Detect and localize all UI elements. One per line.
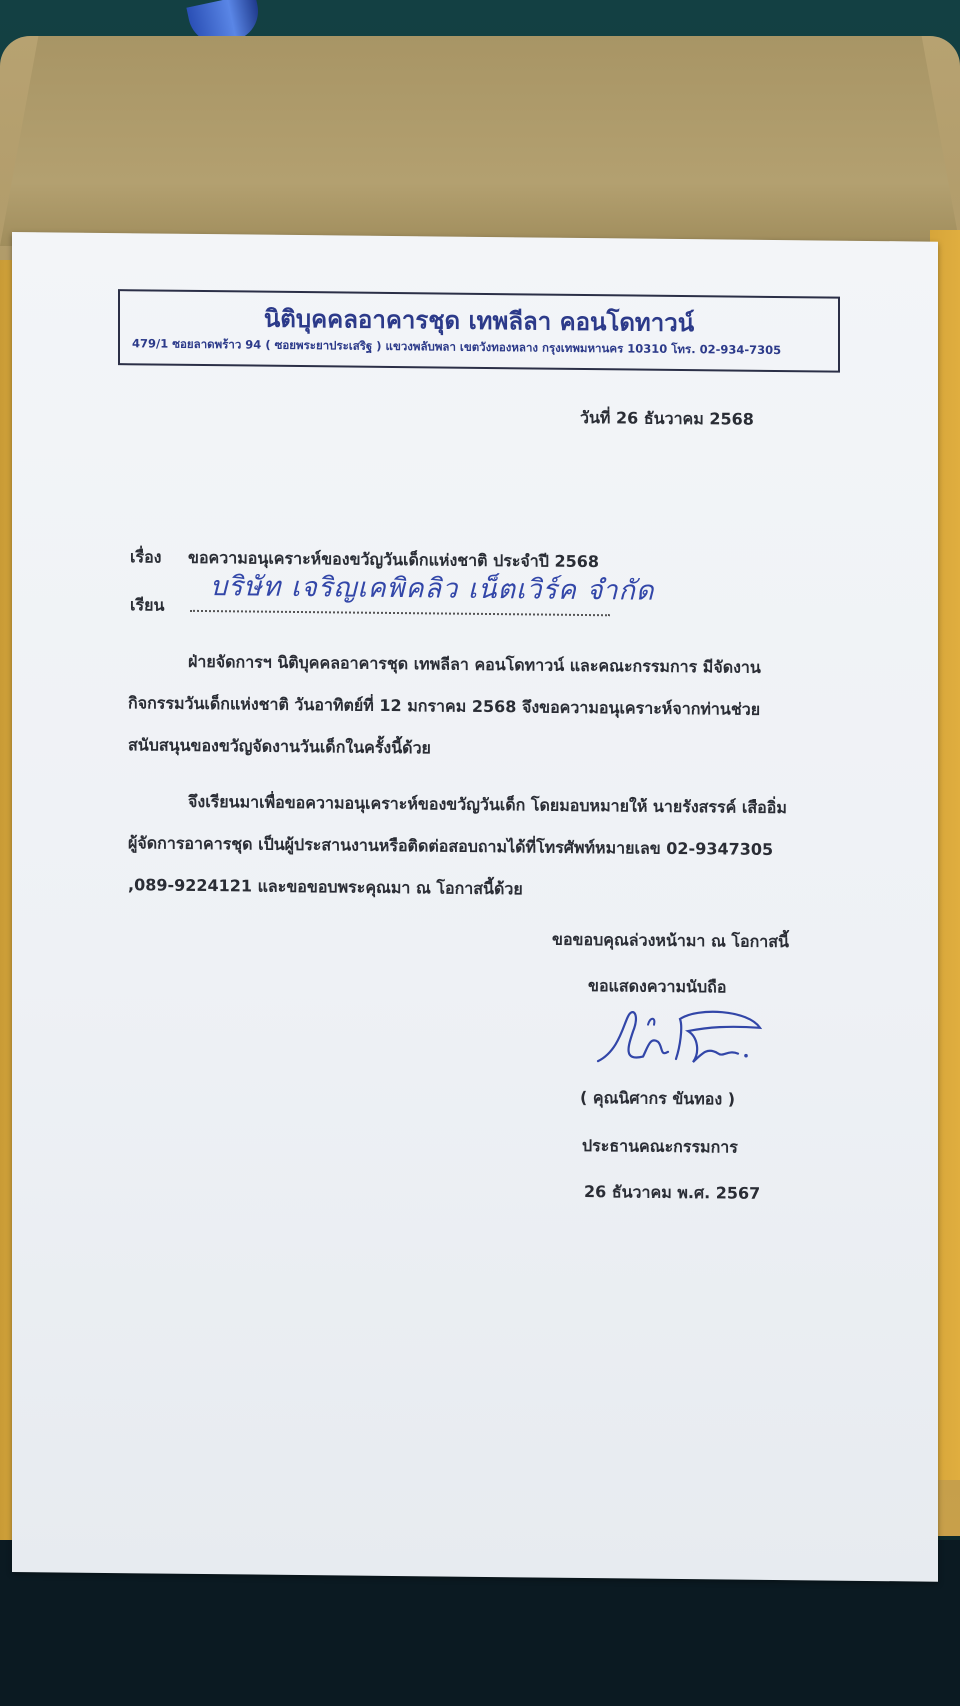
recipient-label: เรียน	[130, 595, 165, 615]
body-paragraph-2-line-3: ,089-9224121 และขอขอบพระคุณมา ณ โอกาสนี้ด้วย	[128, 875, 523, 899]
body-paragraph-2-line-2: ผู้จัดการอาคารชุด เป็นผู้ประสานงานหรือติดต่อสอบถามได้ที่โทรศัพท์หมายเลข 02-9347305	[128, 833, 774, 859]
letterhead	[118, 289, 840, 373]
subject-label: เรื่อง	[130, 547, 162, 567]
signed-date: 26 ธันวาคม พ.ศ. 2567	[584, 1181, 761, 1203]
body-paragraph-1-line-3: สนับสนุนของขวัญจัดงานวันเด็กในครั้งนี้ด้วย	[128, 735, 431, 758]
closing-thanks: ขอขอบคุณล่วงหน้ามา ณ โอกาสนี้	[552, 929, 789, 952]
recipient-dotted-line	[190, 610, 610, 616]
closing-regards: ขอแสดงความนับถือ	[588, 976, 727, 997]
recipient-handwritten: บริษัท เจริญเคพิคลิว เน็ตเวิร์ค จำกัด	[210, 571, 655, 607]
letter-date: วันที่ 26 ธันวาคม 2568	[580, 407, 754, 429]
letterhead-title: นิติบุคคลอาคารชุด เทพลีลา คอนโดทาวน์	[263, 304, 695, 338]
letter-page	[12, 232, 938, 1582]
body-paragraph-1-line-2: กิจกรรมวันเด็กแห่งชาติ วันอาทิตย์ที่ 12 มกราคม 2568 จึงขอความอนุเคราะห์จากท่านช่วย	[128, 693, 761, 719]
signatory-position: ประธานคณะกรรมการ	[582, 1135, 738, 1157]
body-paragraph-1-line-1: ฝ่ายจัดการฯ นิติบุคคลอาคารชุด เทพลีลา คอนโดทาวน์ และคณะกรรมการ มีจัดงาน	[188, 651, 761, 677]
envelope-flap	[0, 36, 960, 246]
letterhead-address: 479/1 ซอยลาดพร้าว 94 ( ซอยพระยาประเสริฐ ) แขวงพลับพลา เขตวังทองหลาง กรุงเทพมหานคร 10310 โทร. 02-934-7305	[132, 336, 782, 358]
handwritten-signature	[588, 1006, 768, 1078]
signatory-name: ( คุณนิศากร ขันทอง )	[580, 1087, 736, 1109]
subject-text: ขอความอนุเคราะห์ของขวัญวันเด็กแห่งชาติ ประจำปี 2568	[188, 547, 600, 572]
body-paragraph-2-line-1: จึงเรียนมาเพื่อขอความอนุเคราะห์ของขวัญวันเด็ก โดยมอบหมายให้ นายรังสรรค์ เสืออิ่ม	[188, 791, 787, 818]
